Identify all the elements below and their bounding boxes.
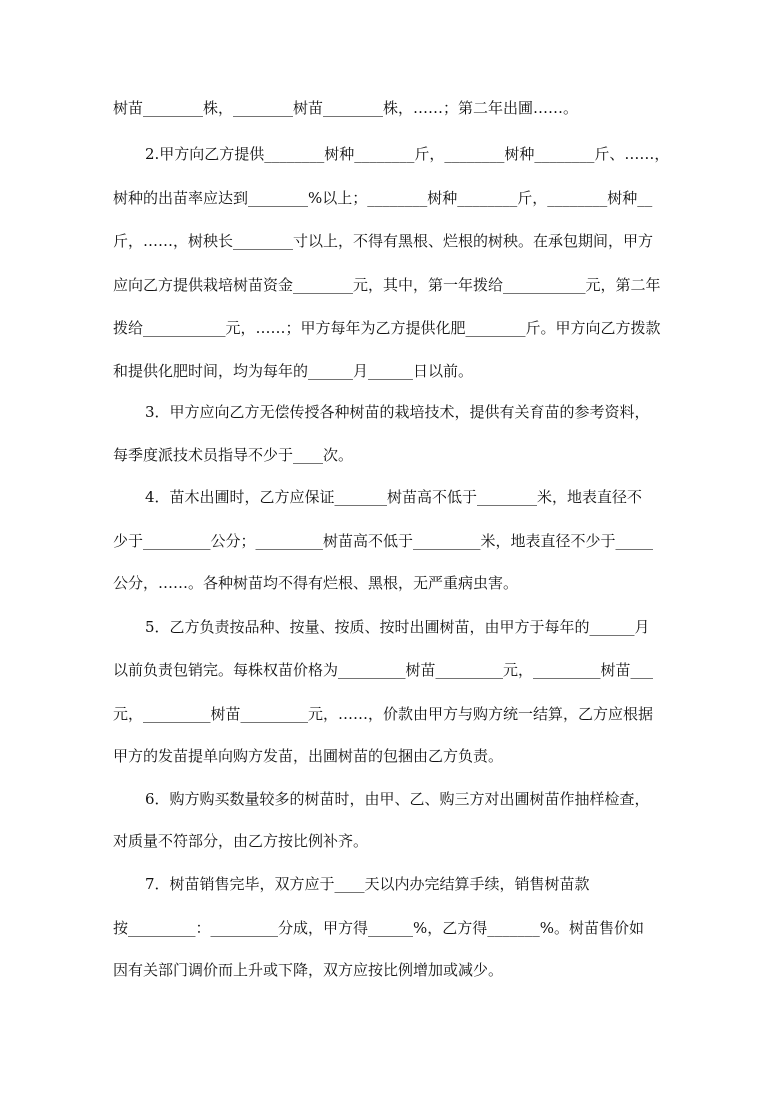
text-line: 元，_________树苗_________元，……，价款由甲方与购方统一结算，乙方应根据 (113, 705, 654, 723)
text-line: 树苗________株，________树苗________株，……；第二年出圃……。 (113, 99, 579, 117)
text-line: 以前负责包销完。每株权苗价格为_________树苗_________元，_________树苗___ (113, 661, 654, 679)
text-line: 少于_________公分；_________树苗高不低于_________米，地表直径不少于_____ (113, 532, 654, 550)
text-line: 斤，……，树秧长________寸以上，不得有黑根、烂根的树秧。在承包期间，甲方 (113, 232, 654, 250)
text-line: 甲方的发苗提单向购方发苗，出圃树苗的包捆由乙方负责。 (113, 747, 504, 765)
text-line: 4．苗木出圃时，乙方应保证_______树苗高不低于________米，地表直径不 (145, 488, 643, 506)
text-line: 按_________：_________分成，甲方得______%，乙方得_______%。树苗售价如 (113, 919, 645, 937)
text-line: 因有关部门调价而上升或下降，双方应按比例增加或减少。 (113, 961, 504, 979)
text-line: 2.甲方向乙方提供________树种________斤，________树种________斤、……， (145, 145, 670, 163)
text-line: 公分，……。各种树苗均不得有烂根、黑根，无严重病虫害。 (113, 574, 519, 592)
text-line: 拨给___________元，……；甲方每年为乙方提供化肥________斤。甲方向乙方拨款 (113, 319, 661, 337)
text-line: 和提供化肥时间，均为每年的______月______日以前。 (113, 362, 474, 380)
text-line: 每季度派技术员指导不少于____次。 (113, 446, 354, 464)
text-line: 树种的出苗率应达到________%以上；________树种________斤，________树种__ (113, 189, 653, 207)
text-line: 7．树苗销售完毕，双方应于____天以内办完结算手续，销售树苗款 (145, 875, 590, 893)
text-line: 6．购方购买数量较多的树苗时，由甲、乙、购三方对出圃树苗作抽样检查， (145, 790, 650, 808)
text-line: 3．甲方应向乙方无偿传授各种树苗的栽培技术，提供有关育苗的参考资料， (145, 403, 650, 421)
text-line: 应向乙方提供栽培树苗资金________元，其中，第一年拨给___________元，第二年 (113, 276, 661, 294)
text-line: 对质量不符部分，由乙方按比例补齐。 (113, 832, 369, 850)
text-line: 5．乙方负责按品种、按量、按质、按时出圃树苗，由甲方于每年的______月 (145, 618, 650, 636)
